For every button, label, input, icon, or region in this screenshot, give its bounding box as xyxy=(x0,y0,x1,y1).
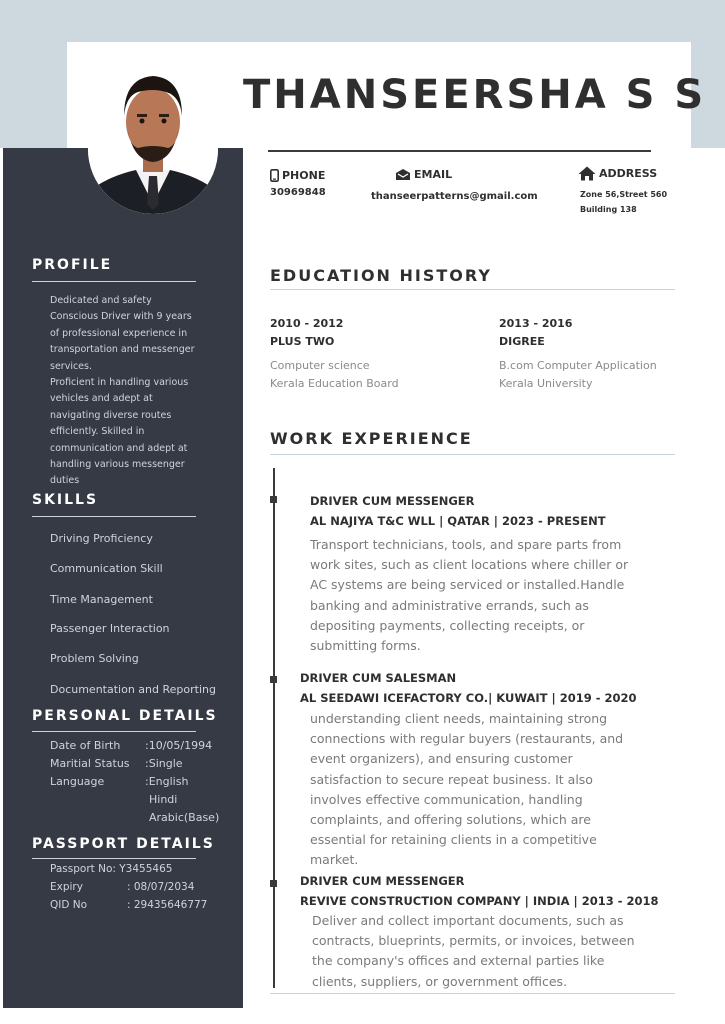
timeline-marker xyxy=(270,496,277,503)
marital-label: Maritial Status xyxy=(50,757,130,770)
education-years: 2010 - 2012 xyxy=(270,317,344,330)
work-experience-rule xyxy=(270,454,675,455)
passport-details-rule xyxy=(32,858,196,859)
phone-icon xyxy=(270,169,279,182)
language-value: Hindi xyxy=(149,793,178,806)
name-divider xyxy=(268,150,651,152)
phone-value: 30969848 xyxy=(270,187,326,198)
education-subject: B.com Computer Application xyxy=(499,359,657,372)
skills-heading: SKILLS xyxy=(32,492,99,508)
skill-item: Driving Proficiency xyxy=(50,532,153,545)
education-subject: Computer science xyxy=(270,359,370,372)
bottom-rule xyxy=(270,993,675,994)
address-line-1: Zone 56,Street 560 xyxy=(580,190,668,199)
job-title: DRIVER CUM MESSENGER xyxy=(300,874,465,888)
email-value: thanseerpatterns@gmail.com xyxy=(371,191,538,202)
language-value: :English xyxy=(145,775,189,788)
work-experience-heading: WORK EXPERIENCE xyxy=(270,429,473,448)
education-heading: EDUCATION HISTORY xyxy=(270,266,492,285)
skill-item: Problem Solving xyxy=(50,652,139,665)
skills-rule xyxy=(32,516,196,517)
job-description: Transport technicians, tools, and spare parts from work sites, such as client locations where chiller or AC systems are being serviced or installed.Handle banking and administrative errands, such as depositing payments, collecting receipts, or submitting forms. xyxy=(310,537,629,654)
personal-details-rule xyxy=(32,731,196,732)
skill-item: Passenger Interaction xyxy=(50,622,170,635)
job-title: DRIVER CUM MESSENGER xyxy=(310,494,475,508)
education-years: 2013 - 2016 xyxy=(499,317,573,330)
passport-details-heading: PASSPORT DETAILS xyxy=(32,836,215,852)
expiry-value: : 08/07/2034 xyxy=(127,881,195,893)
home-icon xyxy=(578,166,596,181)
passport-number: Passport No: Y3455465 xyxy=(50,863,173,875)
education-rule xyxy=(270,289,675,290)
education-board: Kerala University xyxy=(499,377,593,390)
qid-value: : 29435646777 xyxy=(127,899,208,911)
email-icon xyxy=(395,168,411,181)
job-description: understanding client needs, maintaining strong connections with regular buyers (restaurants, and event organizers), and ensuring customer satisfaction to secure repeat business. It also involves effective communication, handling complaints, and offering solutions, which are essential for retaining clients in a competitive market. xyxy=(310,711,624,868)
job-title: DRIVER CUM SALESMAN xyxy=(300,671,457,685)
expiry-label: Expiry xyxy=(50,881,83,893)
job-company: REVIVE CONSTRUCTION COMPANY | INDIA | 2013 - 2018 xyxy=(300,894,659,908)
phone-label: PHONE xyxy=(270,169,325,182)
timeline-marker xyxy=(270,676,277,683)
skill-item: Documentation and Reporting xyxy=(50,683,216,696)
personal-details-heading: PERSONAL DETAILS xyxy=(32,708,218,724)
timeline-line xyxy=(273,468,275,988)
profile-rule xyxy=(32,281,196,282)
marital-value: :Single xyxy=(145,757,183,770)
address-line-2: Building 138 xyxy=(580,205,637,214)
language-value: Arabic(Base) xyxy=(149,811,220,824)
sidebar xyxy=(3,148,243,1008)
job-company: AL NAJIYA T&C WLL | QATAR | 2023 - PRESENT xyxy=(310,514,606,528)
candidate-name: THANSEERSHA S S xyxy=(243,72,707,118)
dob-value: :10/05/1994 xyxy=(145,739,213,752)
skill-item: Time Management xyxy=(50,593,153,606)
education-level: PLUS TWO xyxy=(270,335,335,348)
profile-text: Dedicated and safety Conscious Driver with 9 years of professional experience in transportation and messenger services. Proficient in handling various vehicles and adept at navigating diverse routes efficiently. Skilled in communication and adept at handling various messenger duties xyxy=(50,295,195,487)
skill-item: Communication Skill xyxy=(50,562,163,575)
timeline-marker xyxy=(270,880,277,887)
job-company: AL SEEDAWI ICEFACTORY CO.| KUWAIT | 2019 - 2020 xyxy=(300,691,637,705)
profile-photo xyxy=(88,64,218,214)
profile-heading: PROFILE xyxy=(32,257,113,273)
education-level: DIGREE xyxy=(499,335,545,348)
education-board: Kerala Education Board xyxy=(270,377,399,390)
language-label: Language xyxy=(50,775,105,788)
qid-label: QID No xyxy=(50,899,88,911)
dob-label: Date of Birth xyxy=(50,739,121,752)
job-description: Deliver and collect important documents, such as contracts, blueprints, permits, or invoices, between the company's offices and external parties like clients, suppliers, or government offices. xyxy=(312,913,635,989)
address-label: ADDRESS xyxy=(578,166,657,181)
email-label: EMAIL xyxy=(395,168,452,181)
